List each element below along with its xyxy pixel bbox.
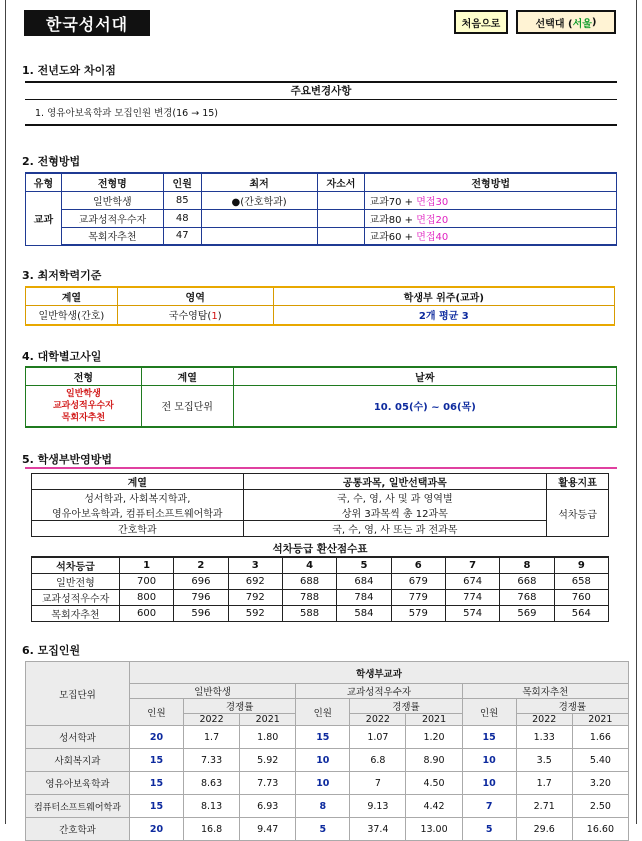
method-grade: 교과80 + <box>369 214 417 226</box>
table-row <box>32 590 609 606</box>
row-label: 일반전형 <box>32 574 120 590</box>
method-grade: 교과70 + <box>369 196 417 208</box>
count-cell: 15 <box>129 772 183 795</box>
year-header: 2022 <box>516 714 572 726</box>
table-row <box>26 227 617 245</box>
enrollment-table <box>25 661 629 841</box>
name-cell: 일반학생 <box>61 191 163 209</box>
subjects-cell: 상위 3과목씩 총 12과목 <box>243 505 546 521</box>
section-5-divider <box>25 467 617 469</box>
col-type: 유형 <box>26 173 62 191</box>
grade-header: 2 <box>174 557 228 574</box>
table-row <box>26 749 629 772</box>
dept-cell: 영유아보육학과 <box>26 772 130 795</box>
rate-cell: 1.20 <box>406 726 462 749</box>
method-cell <box>365 209 617 227</box>
count-header: 인원 <box>296 699 350 726</box>
table-row <box>32 521 609 537</box>
count-header: 인원 <box>129 699 183 726</box>
field-cell: 간호학과 <box>32 521 244 537</box>
method-cell <box>365 191 617 209</box>
grade-header: 6 <box>391 557 445 574</box>
rate-cell: 6.8 <box>350 749 406 772</box>
choice-prefix: 선택대 ( <box>535 18 573 30</box>
col-count: 인원 <box>163 173 201 191</box>
section-3-title: 3. 최저학력기준 <box>22 269 102 282</box>
col-name: 전형명 <box>61 173 163 191</box>
section-2-title: 2. 전형방법 <box>22 155 81 168</box>
subjects-cell: 국, 수, 영, 사 또는 과 전과목 <box>243 521 546 537</box>
rate-header: 경쟁률 <box>516 699 628 714</box>
rate-cell: 9.13 <box>350 795 406 818</box>
col-essay: 자소서 <box>317 173 365 191</box>
rate-cell: 9.47 <box>240 818 296 841</box>
dept-cell: 컴퓨터소프트웨어학과 <box>26 795 130 818</box>
col-field: 계열 <box>32 474 244 490</box>
score-cell: 800 <box>119 590 173 606</box>
rate-cell: 16.60 <box>572 818 628 841</box>
date-cell: 10. 05(수) ~ 06(목) <box>233 385 616 427</box>
score-cell: 792 <box>228 590 282 606</box>
essay-cell <box>317 209 365 227</box>
type-cell: 교과 <box>26 191 62 245</box>
table-row <box>26 772 629 795</box>
year-header: 2022 <box>350 714 406 726</box>
col-field: 계열 <box>26 287 118 305</box>
field-cell: 성서학과, 사회복지학과, <box>32 490 244 506</box>
record-reflection-table <box>31 473 609 537</box>
types-cell <box>26 385 142 427</box>
changes-header: 주요변경사항 <box>25 82 617 99</box>
method-interview: 면접20 <box>416 214 449 226</box>
rate-cell: 5.92 <box>240 749 296 772</box>
change-item: 1. 영유아보육학과 모집인원 변경(16 → 15) <box>25 99 617 125</box>
rate-cell: 1.66 <box>572 726 628 749</box>
group-header: 학생부교과 <box>129 662 628 684</box>
rate-cell: 1.33 <box>516 726 572 749</box>
rate-cell: 7 <box>350 772 406 795</box>
page-title: 한국성서대 <box>24 10 150 36</box>
score-cell: 674 <box>445 574 499 590</box>
type-line: 목회자추천 <box>61 412 106 423</box>
table-row <box>32 490 609 506</box>
essay-cell <box>317 227 365 245</box>
choice-region: 서울 <box>572 18 592 30</box>
count-cell: 48 <box>163 209 201 227</box>
grade-header: 1 <box>119 557 173 574</box>
col-method: 전형방법 <box>365 173 617 191</box>
col-field: 계열 <box>141 367 233 385</box>
col-criteria: 학생부 위주(교과) <box>273 287 614 305</box>
grade-header: 3 <box>228 557 282 574</box>
col-indicator: 활용지표 <box>547 474 609 490</box>
count-header: 인원 <box>462 699 516 726</box>
year-header: 2022 <box>184 714 240 726</box>
count-cell: 7 <box>462 795 516 818</box>
type-line: 일반학생 <box>66 388 101 399</box>
grade-header: 5 <box>337 557 391 574</box>
count-cell: 10 <box>462 772 516 795</box>
rate-cell: 1.7 <box>184 726 240 749</box>
count-cell: 15 <box>462 726 516 749</box>
criteria-cell: 2개 평균 3 <box>273 305 614 325</box>
rate-cell: 1.07 <box>350 726 406 749</box>
col-subjects: 공통과목, 일반선택과목 <box>243 474 546 490</box>
count-cell: 10 <box>296 772 350 795</box>
field-cell: 일반학생(간호) <box>26 305 118 325</box>
score-cell: 796 <box>174 590 228 606</box>
method-cell <box>365 227 617 245</box>
col-date: 날짜 <box>233 367 616 385</box>
year-header: 2021 <box>240 714 296 726</box>
name-cell: 교과성적우수자 <box>61 209 163 227</box>
rate-cell: 5.40 <box>572 749 628 772</box>
table-row <box>26 795 629 818</box>
dept-cell: 사회복지과 <box>26 749 130 772</box>
minimum-cell <box>201 209 317 227</box>
score-cell: 679 <box>391 574 445 590</box>
admission-method-table <box>25 172 617 246</box>
section-1-title: 1. 전년도와 차이점 <box>22 64 116 77</box>
count-cell: 5 <box>462 818 516 841</box>
grade-header: 8 <box>500 557 554 574</box>
year-header: 2021 <box>572 714 628 726</box>
year-header: 2021 <box>406 714 462 726</box>
rate-cell: 29.6 <box>516 818 572 841</box>
rate-cell: 4.50 <box>406 772 462 795</box>
type-header: 목회자추천 <box>462 684 628 699</box>
rate-cell: 16.8 <box>184 818 240 841</box>
score-cell: 574 <box>445 606 499 622</box>
type-line: 교과성적우수자 <box>52 400 114 411</box>
table-row <box>26 305 615 325</box>
score-cell: 658 <box>554 574 608 590</box>
row-label: 교과성적우수자 <box>32 590 120 606</box>
type-header: 일반학생 <box>129 684 295 699</box>
score-cell: 569 <box>500 606 554 622</box>
table-row <box>26 818 629 841</box>
field-cell: 영유아보육학과, 컴퓨터소프트웨어학과 <box>32 505 244 521</box>
count-cell: 15 <box>296 726 350 749</box>
count-cell: 10 <box>462 749 516 772</box>
exam-date-table <box>25 366 617 428</box>
score-cell: 692 <box>228 574 282 590</box>
col-type: 전형 <box>26 367 142 385</box>
method-interview: 면접40 <box>416 232 449 244</box>
changes-table <box>25 81 617 126</box>
score-cell: 579 <box>391 606 445 622</box>
area-count: 1 <box>211 311 218 323</box>
count-cell: 85 <box>163 191 201 209</box>
indicator-cell: 석차등급 <box>547 490 609 537</box>
conversion-caption: 석차등급 환산점수표 <box>272 543 368 555</box>
rate-cell: 3.20 <box>572 772 628 795</box>
method-interview: 면접30 <box>416 196 449 208</box>
score-cell: 684 <box>337 574 391 590</box>
essay-cell <box>317 191 365 209</box>
col-grade-label: 석차등급 <box>32 557 120 574</box>
grade-header: 9 <box>554 557 608 574</box>
rate-cell: 8.63 <box>184 772 240 795</box>
table-row <box>26 209 617 227</box>
score-cell: 688 <box>282 574 336 590</box>
count-cell: 20 <box>129 726 183 749</box>
count-cell: 8 <box>296 795 350 818</box>
first-page-button[interactable]: 처음으로 <box>454 10 508 34</box>
rate-cell: 37.4 <box>350 818 406 841</box>
score-cell: 774 <box>445 590 499 606</box>
dept-cell: 간호학과 <box>26 818 130 841</box>
method-grade: 교과60 + <box>369 232 417 244</box>
table-row <box>32 574 609 590</box>
score-cell: 696 <box>174 574 228 590</box>
count-cell: 15 <box>129 795 183 818</box>
score-cell: 600 <box>119 606 173 622</box>
select-university-button[interactable] <box>516 10 616 34</box>
table-row <box>32 606 609 622</box>
score-cell: 588 <box>282 606 336 622</box>
rate-cell: 8.13 <box>184 795 240 818</box>
col-unit: 모집단위 <box>26 662 130 726</box>
rate-cell: 6.93 <box>240 795 296 818</box>
section-4-title: 4. 대학별고사일 <box>22 350 102 363</box>
score-cell: 592 <box>228 606 282 622</box>
type-header: 교과성적우수자 <box>296 684 462 699</box>
score-cell: 564 <box>554 606 608 622</box>
score-cell: 760 <box>554 590 608 606</box>
score-cell: 768 <box>500 590 554 606</box>
col-minimum: 최저 <box>201 173 317 191</box>
rate-cell: 1.80 <box>240 726 296 749</box>
grade-header: 7 <box>445 557 499 574</box>
area-close: ) <box>217 311 222 323</box>
score-cell: 784 <box>337 590 391 606</box>
rate-cell: 3.5 <box>516 749 572 772</box>
rate-cell: 4.42 <box>406 795 462 818</box>
table-row <box>26 191 617 209</box>
minimum-criteria-table <box>25 286 615 326</box>
field-cell: 전 모집단위 <box>141 385 233 427</box>
count-cell: 20 <box>129 818 183 841</box>
row-label: 목회자추천 <box>32 606 120 622</box>
rate-cell: 8.90 <box>406 749 462 772</box>
area-cell <box>117 305 273 325</box>
rate-header: 경쟁률 <box>350 699 462 714</box>
name-cell: 목회자추천 <box>61 227 163 245</box>
grade-conversion-table <box>31 556 609 622</box>
dept-cell: 성서학과 <box>26 726 130 749</box>
count-cell: 15 <box>129 749 183 772</box>
score-cell: 584 <box>337 606 391 622</box>
rate-cell: 1.7 <box>516 772 572 795</box>
table-row <box>26 726 629 749</box>
rate-cell: 13.00 <box>406 818 462 841</box>
section-5-title: 5. 학생부반영방법 <box>22 453 113 466</box>
choice-suffix: ) <box>591 16 597 28</box>
score-cell: 779 <box>391 590 445 606</box>
score-cell: 668 <box>500 574 554 590</box>
count-cell: 47 <box>163 227 201 245</box>
rate-cell: 2.50 <box>572 795 628 818</box>
count-cell: 5 <box>296 818 350 841</box>
score-cell: 788 <box>282 590 336 606</box>
rate-header: 경쟁률 <box>184 699 296 714</box>
rate-cell: 7.73 <box>240 772 296 795</box>
table-row <box>26 385 617 427</box>
score-cell: 596 <box>174 606 228 622</box>
minimum-cell <box>201 227 317 245</box>
minimum-cell: ●(간호학과) <box>201 191 317 209</box>
col-area: 영역 <box>117 287 273 305</box>
rate-cell: 7.33 <box>184 749 240 772</box>
table-row <box>32 505 609 521</box>
subjects-cell: 국, 수, 영, 사 및 과 영역별 <box>243 490 546 506</box>
area-text: 국수영탐( <box>168 311 212 323</box>
count-cell: 10 <box>296 749 350 772</box>
grade-header: 4 <box>282 557 336 574</box>
section-6-title: 6. 모집인원 <box>22 644 81 657</box>
score-cell: 700 <box>119 574 173 590</box>
rate-cell: 2.71 <box>516 795 572 818</box>
